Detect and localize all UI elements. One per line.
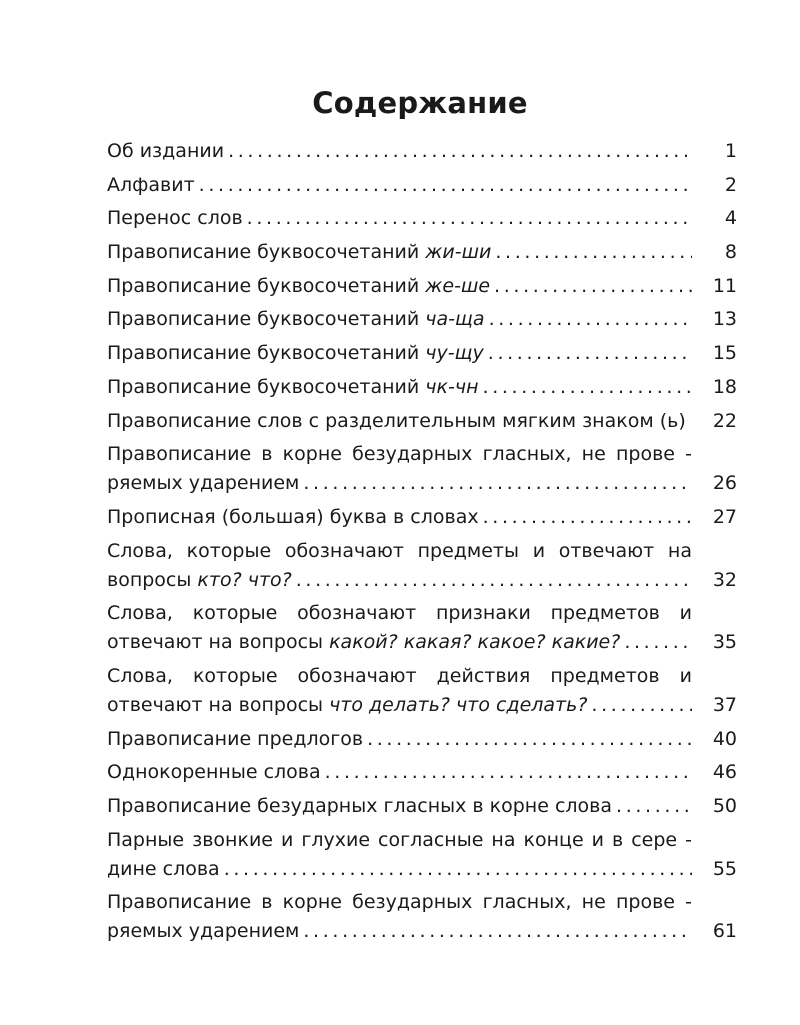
toc-entry-title-line xyxy=(107,725,692,754)
dot-leader xyxy=(363,725,692,754)
toc-entry-title: отвечают на вопросы xyxy=(107,631,330,654)
toc-entry-title: Правописание слов с разделительным мягким знаком (ь) xyxy=(107,409,686,432)
toc-page-number: 1 xyxy=(724,140,737,162)
toc-entry-title-line xyxy=(107,628,692,657)
toc-page-number: 13 xyxy=(712,308,737,331)
toc-page-number: 2 xyxy=(724,173,737,196)
toc-entry[interactable] xyxy=(107,662,737,725)
toc-entry-title: Правописание буквосочетаний xyxy=(107,274,426,297)
toc-entry[interactable] xyxy=(107,272,737,306)
toc-entry-title: Правописание буквосочетаний xyxy=(107,308,426,331)
toc-entry-italic-term: ча-ща xyxy=(425,308,485,331)
toc-entry-title: Правописание безударных гласных в корне слова xyxy=(107,795,613,817)
toc-entry-title: ряемых ударением xyxy=(107,472,300,495)
dot-leader xyxy=(220,855,692,884)
toc-entry-italic-term: чк-чн xyxy=(425,375,479,398)
toc-entry[interactable] xyxy=(107,758,737,792)
toc-entry-title: отвечают на вопросы xyxy=(107,693,330,716)
toc-page-number: 61 xyxy=(712,920,737,943)
toc-page-number: 27 xyxy=(712,505,737,528)
toc-entry-title-line xyxy=(107,238,692,267)
toc-entry-title-line xyxy=(107,305,692,334)
toc-entry-italic-term: кто? что? xyxy=(197,568,292,591)
toc-entry[interactable] xyxy=(107,373,737,407)
toc-entry[interactable] xyxy=(107,440,737,503)
toc-entry-title: Алфавит xyxy=(107,173,195,196)
toc-page-number: 32 xyxy=(712,568,737,591)
dot-leader xyxy=(299,917,692,946)
toc-page-number: 35 xyxy=(712,631,737,654)
dot-leader xyxy=(224,137,692,166)
toc-entry[interactable] xyxy=(107,171,737,205)
toc-entry-title-line xyxy=(107,792,692,821)
dot-leader xyxy=(299,469,692,498)
toc-page-number: 26 xyxy=(712,472,737,495)
toc-entry-title-line xyxy=(107,137,692,166)
toc-entry-title-line xyxy=(107,855,692,884)
toc-entry-title: Об издании xyxy=(107,140,225,162)
dot-leader xyxy=(243,204,692,233)
toc-entry-title: Однокоренные слова xyxy=(107,761,321,784)
toc-page-number: 18 xyxy=(712,375,737,398)
toc-entry-italic-term: чу-щу xyxy=(425,342,484,365)
toc-entry[interactable] xyxy=(107,407,737,441)
table-of-contents xyxy=(107,137,737,951)
dot-leader xyxy=(612,792,692,821)
toc-page-number: 46 xyxy=(712,761,737,784)
toc-page-number: 22 xyxy=(712,409,737,432)
toc-entry-italic-term: жи-ши xyxy=(425,241,492,264)
toc-entry-title-line: Слова, которые обозначают предметы и отвечают на xyxy=(107,539,692,562)
toc-entry-title: Правописание буквосочетаний xyxy=(107,342,426,365)
toc-entry[interactable] xyxy=(107,204,737,238)
toc-entry-title-line: Слова, которые обозначают признаки предметов и xyxy=(107,602,692,625)
toc-page-number: 15 xyxy=(712,342,737,365)
toc-entry[interactable] xyxy=(107,339,737,373)
toc-entry-title-line xyxy=(107,566,692,595)
toc-entry-title: вопросы xyxy=(107,568,198,591)
toc-entry[interactable] xyxy=(107,725,737,759)
toc-entry-title-line xyxy=(107,407,692,436)
toc-entry-title: ряемых ударением xyxy=(107,920,300,943)
toc-entry[interactable] xyxy=(107,888,737,951)
toc-entry-italic-term: же-ше xyxy=(425,274,491,297)
toc-entry[interactable] xyxy=(107,137,737,171)
dot-leader xyxy=(587,691,692,720)
toc-entry-title-line xyxy=(107,373,692,402)
toc-entry[interactable] xyxy=(107,826,737,889)
toc-entry-title-line xyxy=(107,691,692,720)
toc-entry-title-line xyxy=(107,917,692,946)
page-title: Содержание xyxy=(312,86,528,120)
toc-page-number: 40 xyxy=(712,727,737,750)
toc-entry[interactable] xyxy=(107,537,737,600)
toc-entry-title-line xyxy=(107,469,692,498)
toc-entry[interactable] xyxy=(107,503,737,537)
dot-leader xyxy=(479,503,692,532)
toc-entry-title: Прописная (большая) буква в словах xyxy=(107,505,479,528)
toc-entry[interactable] xyxy=(107,238,737,272)
toc-page-number: 4 xyxy=(724,207,737,230)
toc-entry-title: Правописание предлогов xyxy=(107,727,364,750)
toc-entry-title-line: Парные звонкие и глухие согласные на конце и в сере - xyxy=(107,828,692,851)
dot-leader xyxy=(321,758,692,787)
toc-entry[interactable] xyxy=(107,305,737,339)
toc-page-number: 8 xyxy=(724,241,737,264)
toc-entry-title-line: Правописание в корне безударных гласных, не прове - xyxy=(107,891,692,914)
toc-entry-title-line xyxy=(107,758,692,787)
toc-entry-title-line: Слова, которые обозначают действия предметов и xyxy=(107,664,692,687)
toc-entry[interactable] xyxy=(107,599,737,662)
dot-leader xyxy=(479,373,692,402)
dot-leader xyxy=(620,628,692,657)
toc-entry-title-line xyxy=(107,204,692,233)
toc-entry[interactable] xyxy=(107,792,737,826)
toc-entry-title: дине слова xyxy=(107,857,220,880)
toc-entry-italic-term: какой? какая? какое? какие? xyxy=(329,631,621,654)
toc-entry-italic-term: что делать? что сделать? xyxy=(329,693,588,716)
toc-page-number: 37 xyxy=(712,693,737,716)
toc-page-number: 50 xyxy=(712,795,737,817)
toc-page-number: 11 xyxy=(712,274,737,297)
toc-entry-title-line xyxy=(107,339,692,368)
dot-leader xyxy=(292,566,692,595)
dot-leader xyxy=(195,171,692,200)
dot-leader xyxy=(490,272,692,301)
toc-entry-title: Правописание буквосочетаний xyxy=(107,241,426,264)
toc-entry-title-line xyxy=(107,171,692,200)
toc-entry-title: Правописание буквосочетаний xyxy=(107,375,426,398)
toc-entry-title-line xyxy=(107,503,692,532)
dot-leader xyxy=(484,339,692,368)
dot-leader xyxy=(491,238,692,267)
toc-page-number: 55 xyxy=(712,857,737,880)
toc-entry-title: Перенос слов xyxy=(107,207,243,230)
toc-entry-title-line xyxy=(107,272,692,301)
toc-entry-title-line: Правописание в корне безударных гласных, не прове - xyxy=(107,443,692,466)
dot-leader xyxy=(485,305,692,334)
